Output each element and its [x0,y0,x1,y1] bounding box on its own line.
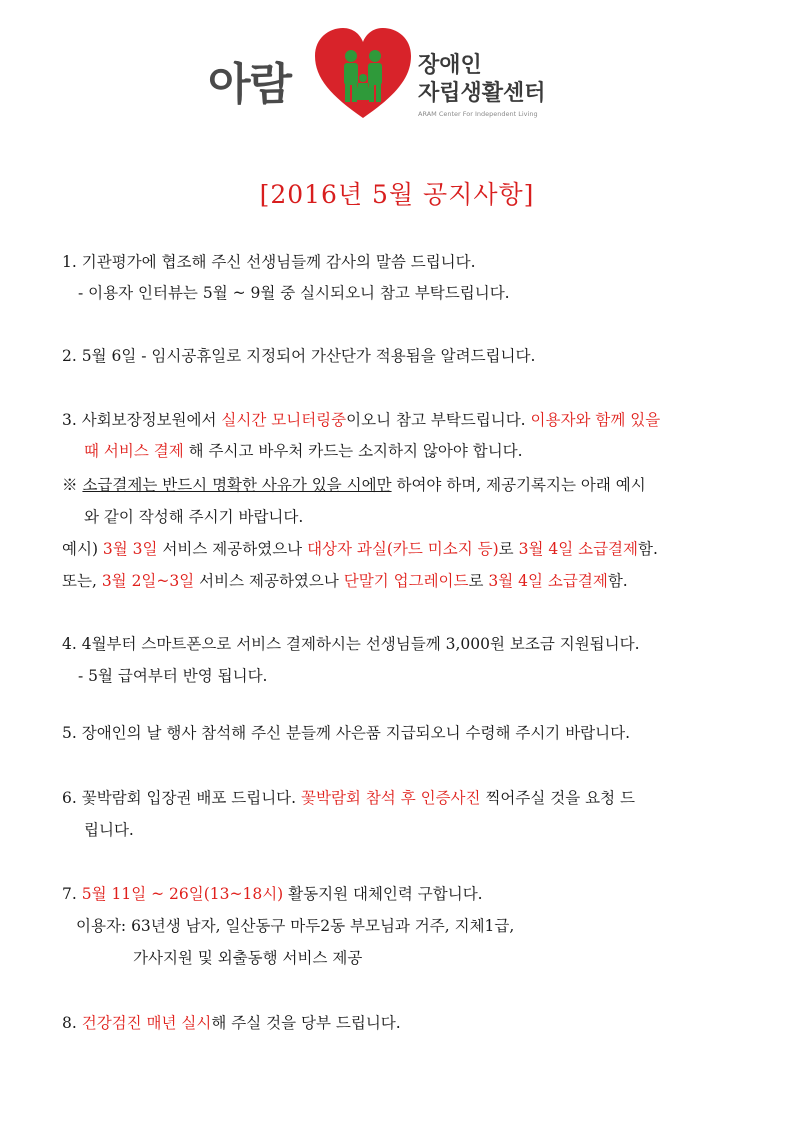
item-4-line-1: 4. 4월부터 스마트폰으로 서비스 결제하시는 선생님들께 3,000원 보조금 지원됩니다. [62,635,640,653]
item-7-text: 활동지원 대체인력 구합니다. [283,885,483,903]
example-text: 서비스 제공하였으나 [194,572,344,590]
item-6-highlight: 꽃박람회 참석 후 인증사진 [301,789,481,807]
item-3-highlight: 실시간 모니터링중 [221,411,347,429]
item-3-text: 이오니 참고 부탁드립니다. [346,411,531,429]
item-3-example-1 [62,539,658,559]
item-7-line-2: 이용자: 63년생 남자, 일산동구 마두2동 부모님과 거주, 지체1급, [76,917,515,935]
item-5-line: 5. 장애인의 날 행사 참석해 주신 분들께 사은품 지급되오니 수령해 주시기 바랍니다. [62,724,631,742]
logo-wordmark: 아람 [208,59,292,110]
item-8-line [62,1013,401,1033]
example-highlight: 3월 2일~3일 [101,572,195,590]
item-3-text: 해 주시고 바우처 카드는 소지하지 않아야 합니다. [183,442,523,460]
example-highlight: 3월 4일 소급결제 [488,572,608,590]
item-3-highlight: 이용자와 함께 있을 [530,411,661,429]
item-8-highlight: 건강검진 매년 실시 [81,1014,212,1032]
item-3-line-4: 와 같이 작성해 주시기 바랍니다. [84,508,304,526]
example-highlight: 단말기 업그레이드 [343,572,469,590]
item-3-line-3 [62,475,646,495]
item-3-text: 3. 사회보장정보원에서 [62,411,222,429]
item-7-text: 7. [62,885,82,903]
item-3-line-1 [62,410,660,430]
item-1-line-1: 1. 기관평가에 협조해 주신 선생님들께 감사의 말씀 드립니다. [62,253,476,271]
logo-english: ARAM Center For Independent Living [418,110,538,118]
logo-line1: 장애인 [418,53,482,78]
example-text: 또는, [62,572,102,590]
item-6-text: 찍어주실 것을 요청 드 [480,789,635,807]
item-7-line-3: 가사지원 및 외출동행 서비스 제공 [133,949,363,967]
example-highlight: 3월 4일 소급결제 [518,540,638,558]
item-3-highlight: 때 서비스 결제 [84,442,184,460]
item-7-highlight: 5월 11일 ~ 26일(13~18시) [81,885,284,903]
item-7-line-1 [62,884,483,904]
notice-title: [2016년 5월 공지사항] [259,180,535,209]
item-3-text: 하여야 하며, 제공기록지는 아래 예시 [391,476,646,494]
item-3-example-2 [62,571,628,591]
item-8-text: 8. [62,1014,82,1032]
underlined-text: 소급결제는 반드시 명확한 사유가 있을 시에만 [82,476,392,494]
example-highlight: 3월 3일 [102,540,158,558]
item-6-text: 6. 꽃박람회 입장권 배포 드립니다. [62,789,302,807]
example-text: 함. [638,540,658,558]
note-mark: ※ [62,476,83,494]
item-4-line-2: - 5월 급여부터 반영 됩니다. [78,667,268,685]
aram-logo [208,26,568,126]
example-highlight: 대상자 과실(카드 미소지 등) [307,540,499,558]
example-text: 로 [498,540,519,558]
item-8-text: 해 주실 것을 당부 드립니다. [211,1014,401,1032]
item-6-line-2: 립니다. [84,821,134,839]
example-text: 로 [468,572,489,590]
heart-shape [315,28,411,118]
item-2-line: 2. 5월 6일 - 임시공휴일로 지정되어 가산단가 적용됨을 알려드립니다. [62,347,536,365]
example-text: 서비스 제공하였으나 [157,540,308,558]
example-text: 함. [607,572,628,590]
heart-family-icon [313,26,413,121]
logo-line2: 자립생활센터 [418,81,546,106]
example-text: 예시) [62,540,103,558]
item-1-line-2: - 이용자 인터뷰는 5월 ~ 9월 중 실시되오니 참고 부탁드립니다. [78,284,510,302]
item-6-line-1 [62,788,635,808]
item-3-line-2 [84,441,523,461]
